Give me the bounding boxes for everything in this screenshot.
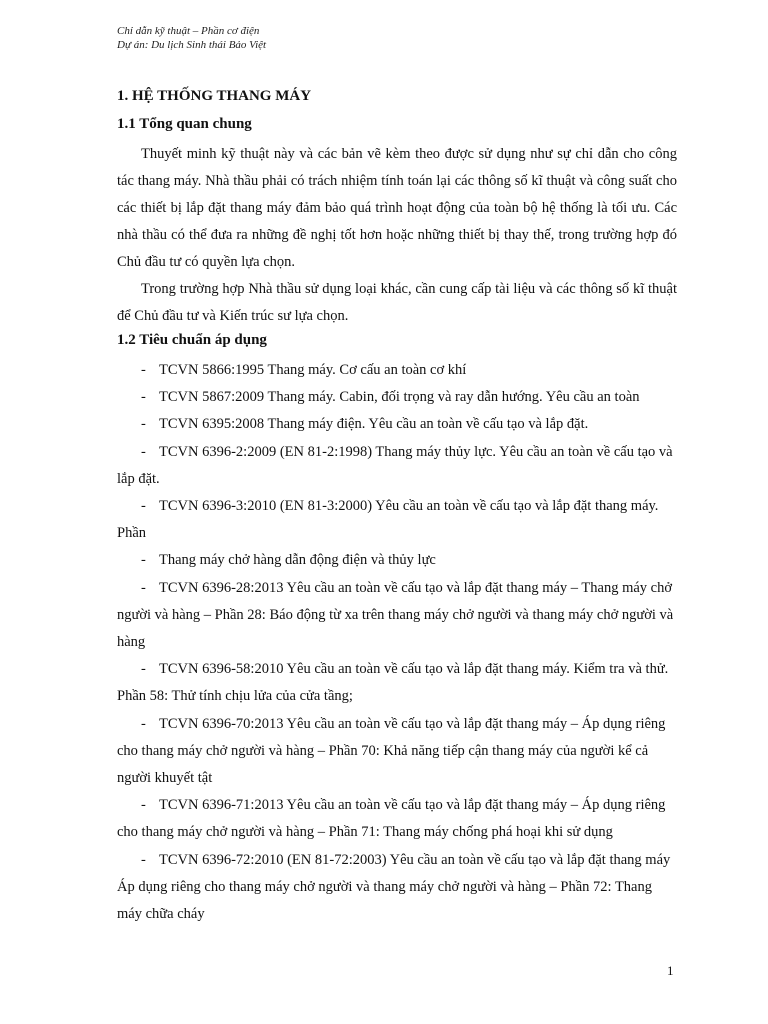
list-item — [117, 439, 677, 493]
list-item — [117, 357, 677, 384]
list-item-text: TCVN 6396-71:2013 Yêu cầu an toàn về cấu tạo và lắp đặt thang máy – Áp dụng riêng cho thang máy chở người và hàng – Phần 71: Thang máy chống phá hoại khi sử dụng — [117, 797, 666, 841]
list-item-text: TCVN 6396-28:2013 Yêu cầu an toàn về cấu tạo và lắp đặt thang máy – Thang máy chở người và hàng – Phần 28: Báo động từ xa trên thang máy chở người và thang máy chở người và hàng — [117, 579, 674, 651]
list-item — [117, 847, 677, 929]
overview-paragraph-1: Thuyết minh kỹ thuật này và các bản vẽ kèm theo được sử dụng như sự chỉ dẫn cho công tác thang máy. Nhà thầu phải có trách nhiệm tính toán lại các thông số kĩ thuật và công suất cho các thiết bị lắp đặt thang máy đảm bảo quá trình hoạt động của toàn bộ hệ thống là tối ưu. Các nhà thầu có thể đưa ra những đề nghị tốt hơn hoặc những thiết bị thay thế, trong trường hợp đó Chủ đầu tư có quyền lựa chọn. — [117, 146, 677, 270]
list-item-text: TCVN 5866:1995 Thang máy. Cơ cấu an toàn cơ khí — [159, 362, 467, 378]
main-title: 1. HỆ THỐNG THANG MÁY — [117, 88, 312, 104]
list-item-text: TCVN 6396-72:2010 (EN 81-72:2003) Yêu cầu an toàn về cấu tạo và lắp đặt thang máy Áp dụng riêng cho thang máy chở người và thang máy chở người và hàng – Phần 72: Thang máy chữa cháy — [117, 851, 671, 923]
list-dash: - — [141, 362, 146, 378]
page-number: 1 — [667, 963, 674, 978]
list-dash: - — [141, 797, 146, 814]
overview-paragraph-2: Trong trường hợp Nhà thầu sử dụng loại khác, cần cung cấp tài liệu và các thông số kĩ thuật để Chủ đầu tư và Kiến trúc sư lựa chọn. — [117, 281, 677, 324]
list-item — [117, 493, 677, 547]
list-dash: - — [141, 661, 146, 678]
list-item — [117, 711, 677, 793]
list-item-text: TCVN 6396-3:2010 (EN 81-3:2000) Yêu cầu an toàn về cấu tạo và lắp đặt thang máy. Phần — [117, 498, 659, 542]
list-item — [117, 547, 677, 574]
section-title-overview: 1.1 Tổng quan chung — [117, 116, 252, 132]
standards-list — [117, 357, 677, 928]
list-item-text: TCVN 6396-58:2010 Yêu cầu an toàn về cấu tạo và lắp đặt thang máy. Kiểm tra và thử. Phần 58: Thử tính chịu lửa của cửa tầng; — [117, 661, 669, 705]
page-header — [117, 24, 266, 52]
list-item-text: TCVN 5867:2009 Thang máy. Cabin, đối trọng và ray dẫn hướng. Yêu cầu an toàn — [159, 389, 640, 406]
list-dash: - — [141, 416, 146, 433]
list-dash: - — [141, 715, 146, 732]
list-item — [117, 792, 677, 846]
list-dash: - — [141, 443, 146, 460]
list-item-text: TCVN 6395:2008 Thang máy điện. Yêu cầu an toàn về cấu tạo và lắp đặt. — [159, 416, 589, 433]
list-dash: - — [141, 552, 146, 569]
list-dash: - — [141, 851, 146, 868]
list-item — [117, 656, 677, 710]
header-line-1: Chỉ dẫn kỹ thuật – Phần cơ điện — [117, 25, 260, 37]
list-item — [117, 411, 677, 438]
list-dash: - — [141, 389, 146, 406]
list-dash: - — [141, 498, 146, 515]
list-item-text: TCVN 6396-2:2009 (EN 81-2:1998) Thang máy thủy lực. Yêu cầu an toàn về cấu tạo và lắp đặt. — [117, 443, 673, 487]
list-item-text: Thang máy chở hàng dẫn động điện và thủy lực — [159, 552, 436, 569]
section-title-standards: 1.2 Tiêu chuẩn áp dụng — [117, 332, 267, 348]
list-item — [117, 575, 677, 657]
list-item-text: TCVN 6396-70:2013 Yêu cầu an toàn về cấu tạo và lắp đặt thang máy – Áp dụng riêng cho thang máy chở người và hàng – Phần 70: Khả năng tiếp cận thang máy của người kể cả người khuyết tật — [117, 715, 666, 787]
header-line-2: Dự án: Du lịch Sinh thái Bảo Việt — [117, 39, 267, 51]
list-item — [117, 384, 677, 411]
list-dash: - — [141, 579, 146, 596]
